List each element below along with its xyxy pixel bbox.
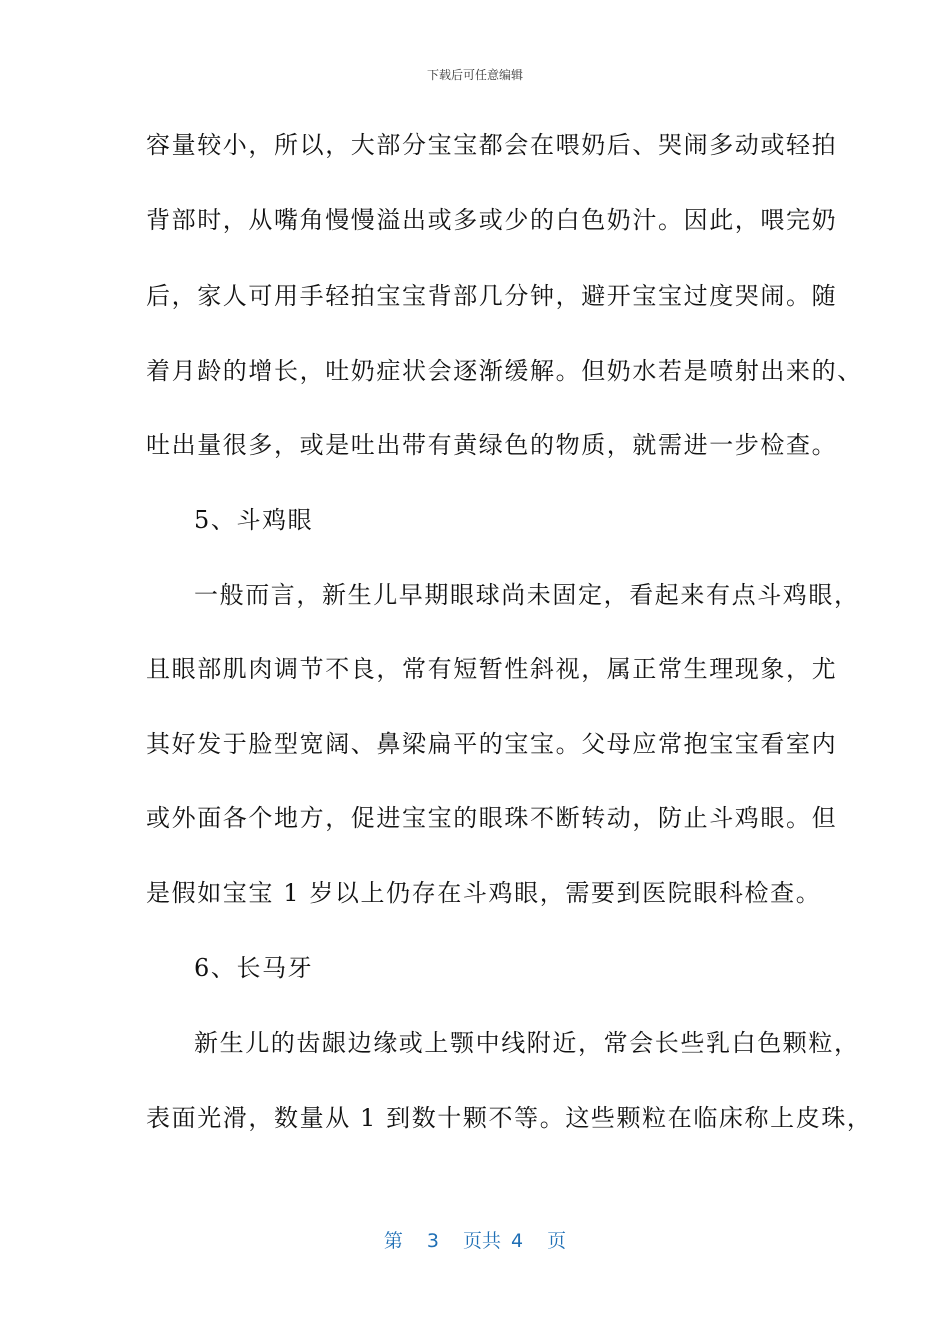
body-line: 表面光滑，数量从 1 到数十颗不等。这些颗粒在临床称上皮珠， xyxy=(146,1104,873,1132)
footer-current-page: 3 xyxy=(426,1230,439,1252)
footer-prefix: 第 xyxy=(383,1230,403,1252)
footer-total-pages: 4 xyxy=(511,1230,524,1252)
paragraph-first-line: 新生儿的齿龈边缘或上颚中线附近，常会长些乳白色颗粒， xyxy=(194,1029,860,1057)
body-line: 背部时，从嘴角慢慢溢出或多或少的白色奶汁。因此，喂完奶 xyxy=(146,206,838,234)
footer-middle: 页共 xyxy=(462,1230,501,1252)
header-note: 下载后可任意编辑 xyxy=(426,68,523,82)
body-line: 吐出量很多，或是吐出带有黄绿色的物质，就需进一步检查。 xyxy=(146,431,838,459)
page-number-footer xyxy=(0,1226,950,1253)
body-line: 容量较小，所以，大部分宝宝都会在喂奶后、哭闹多动或轻拍 xyxy=(146,131,838,159)
body-line: 着月龄的增长，吐奶症状会逐渐缓解。但奶水若是喷射出来的、 xyxy=(146,357,863,385)
body-line: 或外面各个地方，促进宝宝的眼珠不断转动，防止斗鸡眼。但 xyxy=(146,804,838,832)
body-line: 后，家人可用手轻拍宝宝背部几分钟，避开宝宝过度哭闹。随 xyxy=(146,282,838,310)
footer-suffix: 页 xyxy=(547,1230,567,1252)
body-line: 是假如宝宝 1 岁以上仍存在斗鸡眼，需要到医院眼科检查。 xyxy=(146,879,822,907)
body-line: 且眼部肌肉调节不良，常有短暂性斜视，属正常生理现象，尤 xyxy=(146,655,838,683)
body-line: 其好发于脸型宽阔、鼻梁扁平的宝宝。父母应常抱宝宝看室内 xyxy=(146,730,838,758)
section-heading: 6、长马牙 xyxy=(194,954,314,982)
section-heading: 5、斗鸡眼 xyxy=(194,506,314,534)
paragraph-first-line: 一般而言，新生儿早期眼球尚未固定，看起来有点斗鸡眼， xyxy=(194,581,860,609)
